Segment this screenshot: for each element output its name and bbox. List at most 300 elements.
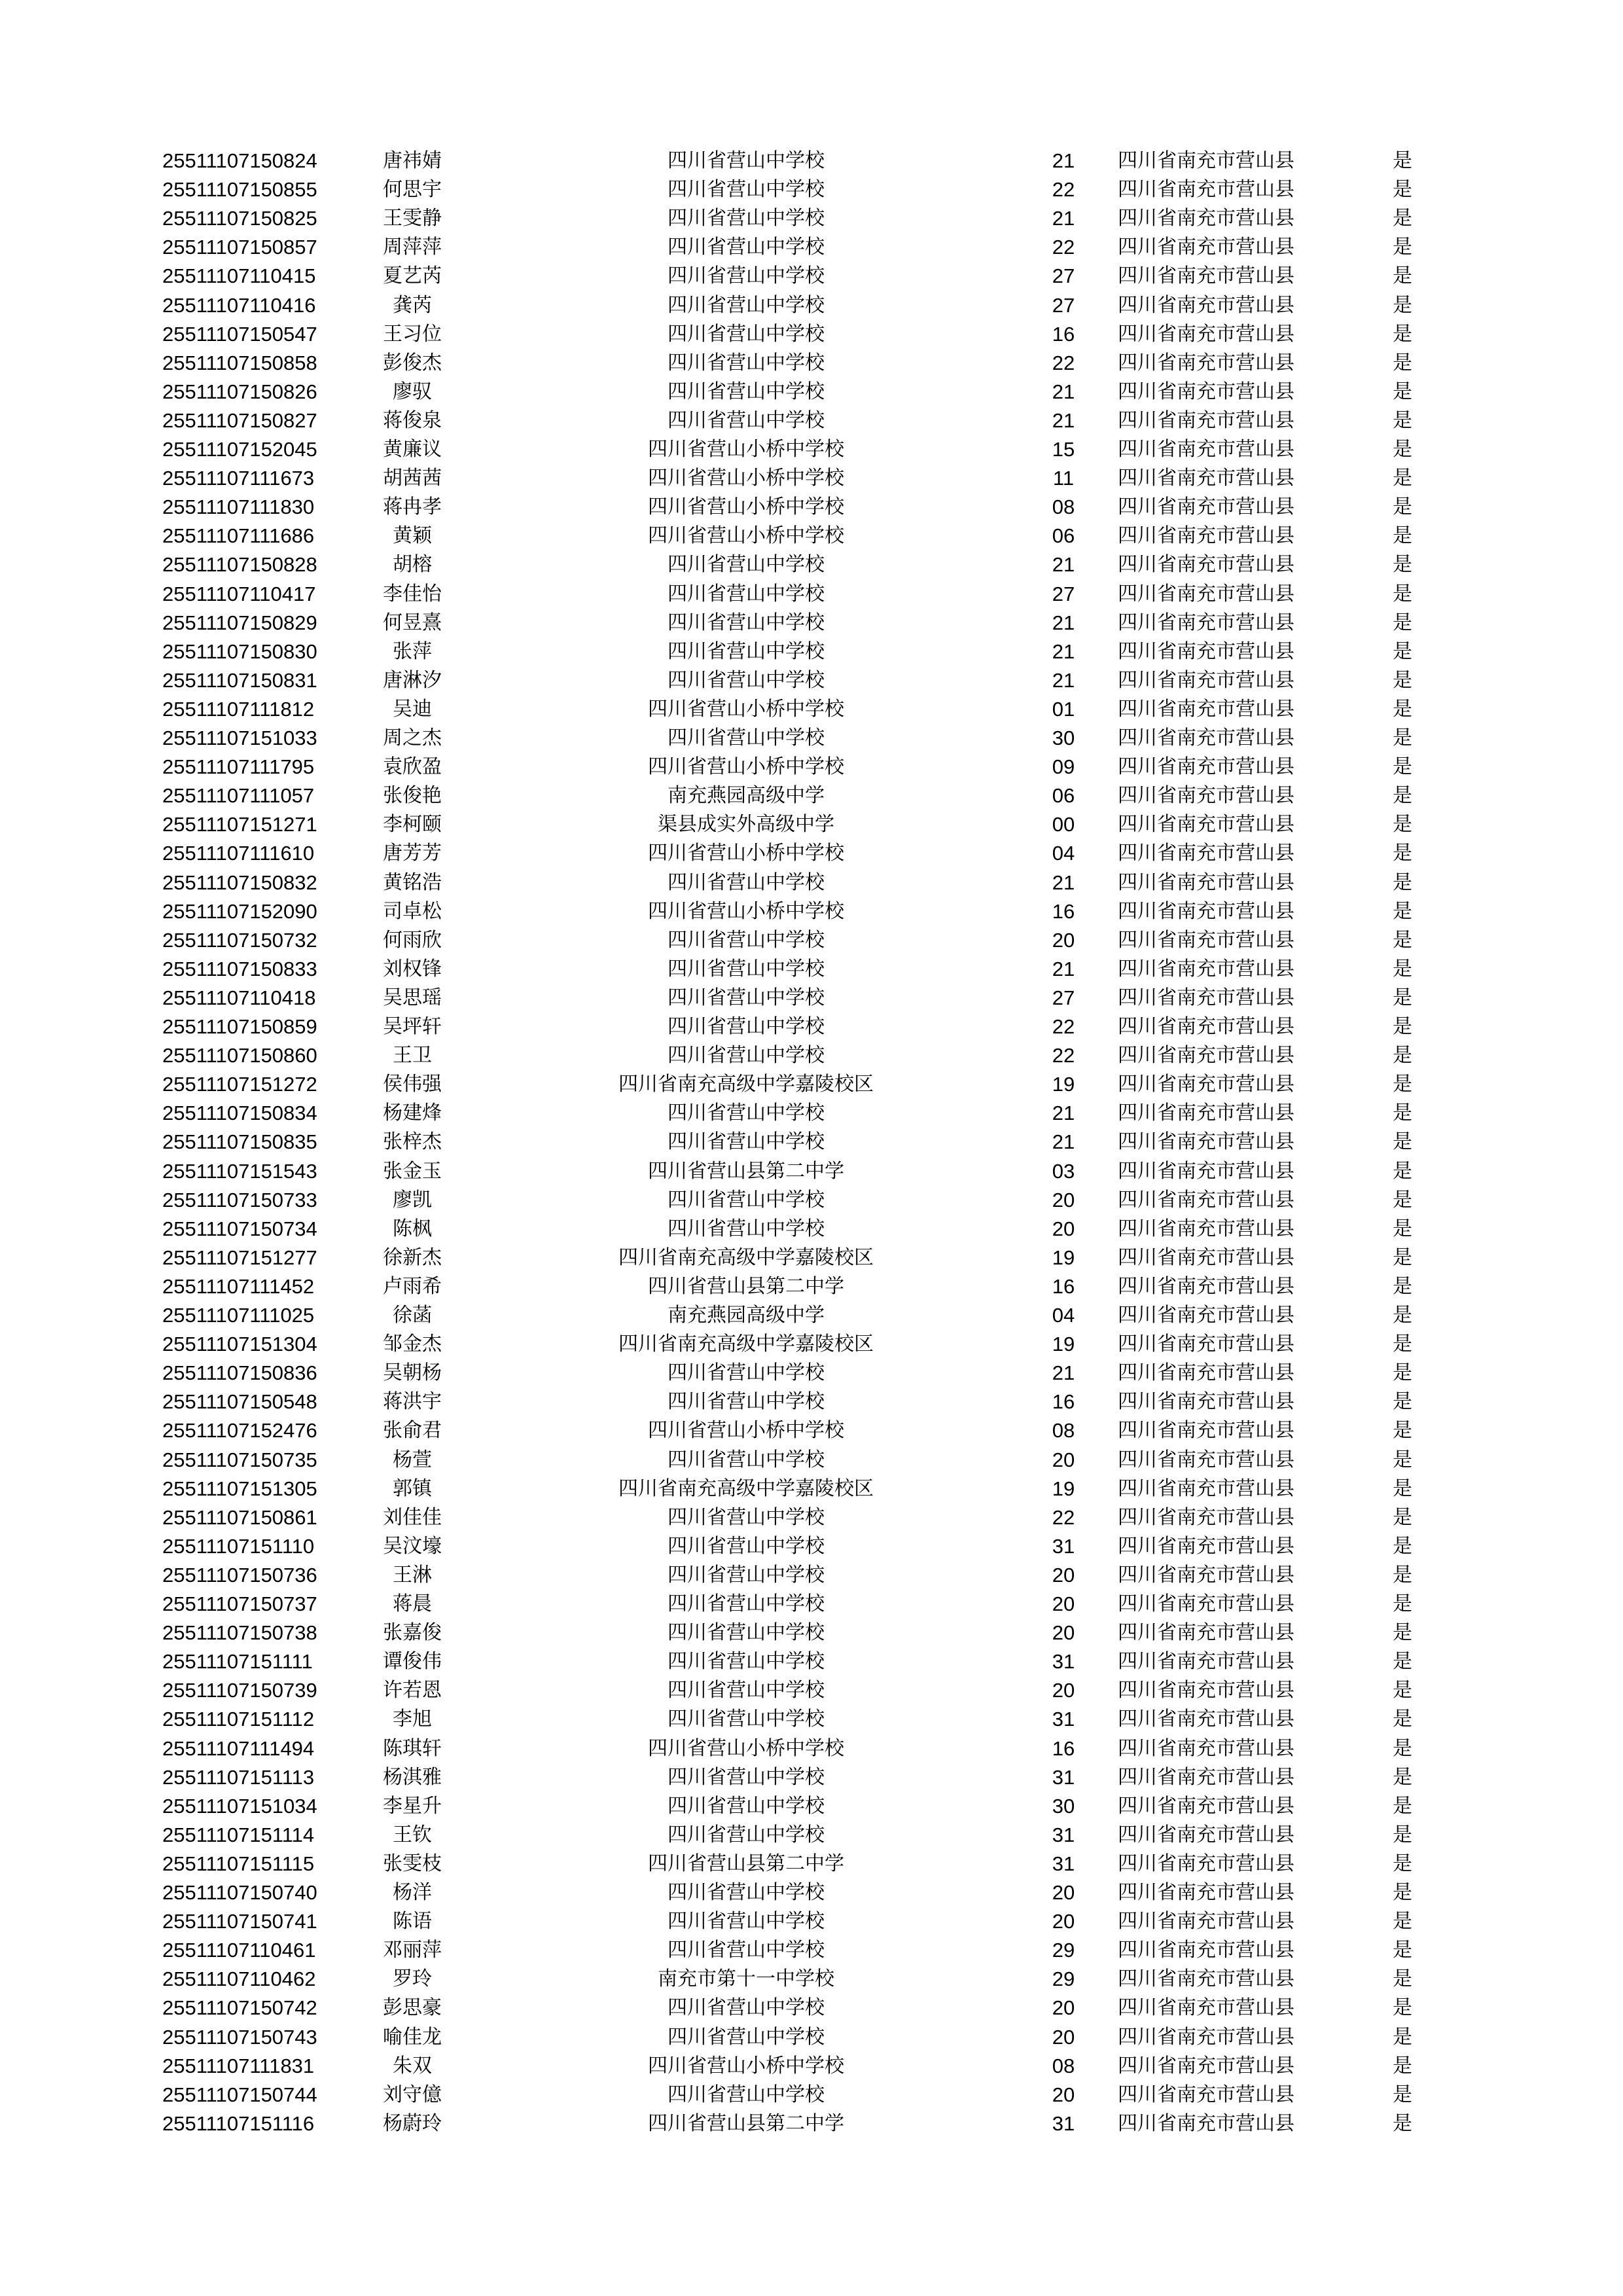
registration-number: 25511107150830	[162, 639, 317, 663]
status-flag: 是	[1393, 1333, 1412, 1356]
school-name: 四川省营山中学校	[668, 408, 825, 432]
code-number: 31	[1052, 1823, 1075, 1846]
region-name: 四川省南充市营山县	[1118, 1996, 1294, 2020]
status-flag: 是	[1393, 1130, 1412, 1154]
code-number: 21	[1052, 611, 1075, 634]
school-name: 四川省营山中学校	[668, 1939, 825, 1962]
status-flag: 是	[1393, 1967, 1412, 1991]
table-row	[0, 637, 1623, 666]
status-flag: 是	[1393, 1996, 1412, 2020]
registration-number: 25511107151114	[162, 1823, 315, 1846]
registration-number: 25511107150860	[162, 1044, 317, 1067]
school-name: 四川省营山县第二中学	[648, 1159, 844, 1183]
school-name: 四川省营山小桥中学校	[648, 697, 844, 721]
school-name: 四川省营山小桥中学校	[648, 524, 844, 548]
status-flag: 是	[1393, 1477, 1412, 1500]
student-name: 李佳怡	[383, 582, 442, 605]
region-name: 四川省南充市营山县	[1118, 784, 1294, 808]
registration-number: 25511107150836	[162, 1361, 317, 1385]
table-row	[0, 1099, 1623, 1128]
student-name: 司卓松	[383, 899, 442, 923]
student-name: 张俊艳	[383, 784, 442, 808]
student-name: 陈语	[393, 1910, 432, 1933]
table-row	[0, 781, 1623, 810]
status-flag: 是	[1393, 582, 1412, 605]
school-name: 四川省营山中学校	[668, 322, 825, 346]
student-name: 夏艺芮	[383, 264, 442, 288]
student-name: 黄颖	[393, 524, 432, 548]
registration-number: 25511107150548	[162, 1390, 317, 1414]
region-name: 四川省南充市营山县	[1118, 582, 1294, 605]
school-name: 四川省营山中学校	[668, 1996, 825, 2020]
student-name: 李旭	[393, 1708, 432, 1731]
registration-number: 25511107150736	[162, 1563, 317, 1587]
registration-number: 25511107110418	[162, 986, 316, 1009]
school-name: 四川省营山中学校	[668, 236, 825, 259]
status-flag: 是	[1393, 1361, 1412, 1385]
status-flag: 是	[1393, 1939, 1412, 1962]
student-name: 卢雨希	[383, 1274, 442, 1298]
table-row	[0, 378, 1623, 406]
registration-number: 25511107151034	[162, 1794, 317, 1818]
table-row	[0, 1705, 1623, 1734]
registration-number: 25511107150824	[162, 149, 317, 172]
code-number: 22	[1052, 1015, 1075, 1038]
table-row	[0, 1272, 1623, 1301]
registration-number: 25511107150740	[162, 1881, 317, 1904]
code-number: 21	[1052, 870, 1075, 894]
code-number: 31	[1052, 2111, 1075, 2135]
student-name: 侯伟强	[383, 1073, 442, 1096]
registration-number: 25511107150826	[162, 380, 317, 403]
registration-number: 25511107150738	[162, 1621, 317, 1645]
region-name: 四川省南充市营山县	[1118, 380, 1294, 403]
region-name: 四川省南充市营山县	[1118, 1015, 1294, 1038]
code-number: 21	[1052, 639, 1075, 663]
student-name: 陈琪轩	[383, 1736, 442, 1760]
code-number: 16	[1052, 1736, 1075, 1760]
table-row	[0, 1128, 1623, 1157]
status-flag: 是	[1393, 957, 1412, 980]
table-row	[0, 550, 1623, 579]
region-name: 四川省南充市营山县	[1118, 928, 1294, 952]
student-name: 唐淋汐	[383, 668, 442, 692]
status-flag: 是	[1393, 2111, 1412, 2135]
registration-number: 25511107111795	[162, 755, 315, 779]
table-row	[0, 955, 1623, 984]
code-number: 20	[1052, 2025, 1075, 2049]
school-name: 四川省营山中学校	[668, 207, 825, 230]
code-number: 01	[1052, 697, 1075, 721]
status-flag: 是	[1393, 1217, 1412, 1240]
code-number: 20	[1052, 2083, 1075, 2106]
table-row	[0, 320, 1623, 349]
registration-number: 25511107150737	[162, 1592, 317, 1615]
school-name: 四川省营山中学校	[668, 1102, 825, 1125]
status-flag: 是	[1393, 438, 1412, 461]
status-flag: 是	[1393, 293, 1412, 317]
status-flag: 是	[1393, 351, 1412, 374]
table-row	[0, 695, 1623, 724]
registration-number: 25511107150742	[162, 1996, 317, 2020]
registration-number: 25511107150744	[162, 2083, 317, 2106]
school-name: 四川省营山中学校	[668, 1708, 825, 1731]
school-name: 四川省营山小桥中学校	[648, 495, 844, 519]
status-flag: 是	[1393, 553, 1412, 577]
table-row	[0, 262, 1623, 291]
region-name: 四川省南充市营山县	[1118, 236, 1294, 259]
school-name: 四川省营山中学校	[668, 2083, 825, 2106]
table-row	[0, 1907, 1623, 1936]
code-number: 21	[1052, 1361, 1075, 1385]
registration-number: 25511107110417	[162, 582, 316, 605]
status-flag: 是	[1393, 2083, 1412, 2106]
status-flag: 是	[1393, 668, 1412, 692]
status-flag: 是	[1393, 1390, 1412, 1414]
region-name: 四川省南充市营山县	[1118, 1910, 1294, 1933]
status-flag: 是	[1393, 207, 1412, 230]
code-number: 31	[1052, 1852, 1075, 1875]
region-name: 四川省南充市营山县	[1118, 1073, 1294, 1096]
region-name: 四川省南充市营山县	[1118, 726, 1294, 749]
code-number: 21	[1052, 1102, 1075, 1125]
table-row	[0, 2023, 1623, 2052]
school-name: 四川省营山中学校	[668, 1044, 825, 1067]
status-flag: 是	[1393, 1419, 1412, 1443]
status-flag: 是	[1393, 1188, 1412, 1211]
region-name: 四川省南充市营山县	[1118, 986, 1294, 1009]
registration-number: 25511107150827	[162, 408, 317, 432]
region-name: 四川省南充市营山县	[1118, 1361, 1294, 1385]
table-row	[0, 493, 1623, 522]
code-number: 16	[1052, 1390, 1075, 1414]
code-number: 21	[1052, 668, 1075, 692]
student-name: 陈枫	[393, 1217, 432, 1240]
table-row	[0, 926, 1623, 955]
table-row	[0, 349, 1623, 378]
code-number: 21	[1052, 408, 1075, 432]
table-row	[0, 175, 1623, 204]
status-flag: 是	[1393, 1910, 1412, 1933]
status-flag: 是	[1393, 1563, 1412, 1587]
code-number: 21	[1052, 1130, 1075, 1154]
table-row	[0, 580, 1623, 609]
registration-number: 25511107150858	[162, 351, 317, 374]
code-number: 15	[1052, 438, 1075, 461]
student-name: 王雯静	[383, 207, 442, 230]
status-flag: 是	[1393, 697, 1412, 721]
status-flag: 是	[1393, 467, 1412, 490]
student-name: 龚芮	[393, 293, 432, 317]
registration-number: 25511107151112	[162, 1708, 315, 1731]
student-name: 张俞君	[383, 1419, 442, 1443]
code-number: 31	[1052, 1765, 1075, 1789]
table-row	[0, 1965, 1623, 1994]
school-name: 四川省营山中学校	[668, 1390, 825, 1414]
registration-number: 25511107150859	[162, 1015, 317, 1038]
region-name: 四川省南充市营山县	[1118, 1823, 1294, 1846]
school-name: 四川省营山中学校	[668, 178, 825, 202]
code-number: 16	[1052, 1274, 1075, 1298]
status-flag: 是	[1393, 755, 1412, 779]
school-name: 南充燕园高级中学	[668, 784, 825, 808]
table-row	[0, 1936, 1623, 1965]
registration-number: 25511107111610	[162, 842, 315, 865]
school-name: 四川省营山中学校	[668, 1217, 825, 1240]
school-name: 四川省营山中学校	[668, 1650, 825, 1674]
school-name: 四川省营山中学校	[668, 928, 825, 952]
table-row	[0, 1734, 1623, 1763]
table-row	[0, 1041, 1623, 1070]
region-name: 四川省南充市营山县	[1118, 1852, 1294, 1875]
region-name: 四川省南充市营山县	[1118, 408, 1294, 432]
student-name: 罗玲	[393, 1967, 432, 1991]
region-name: 四川省南充市营山县	[1118, 639, 1294, 663]
registration-number: 25511107111686	[162, 524, 315, 548]
school-name: 四川省营山中学校	[668, 264, 825, 288]
status-flag: 是	[1393, 2054, 1412, 2077]
code-number: 20	[1052, 1621, 1075, 1645]
region-name: 四川省南充市营山县	[1118, 1794, 1294, 1818]
code-number: 21	[1052, 380, 1075, 403]
student-name: 吴汶壕	[383, 1534, 442, 1558]
region-name: 四川省南充市营山县	[1118, 1044, 1294, 1067]
status-flag: 是	[1393, 1448, 1412, 1471]
table-row	[0, 1503, 1623, 1532]
student-name: 李柯颐	[383, 813, 442, 836]
school-name: 四川省营山中学校	[668, 553, 825, 577]
status-flag: 是	[1393, 322, 1412, 346]
status-flag: 是	[1393, 784, 1412, 808]
region-name: 四川省南充市营山县	[1118, 611, 1294, 634]
registration-number: 25511107150857	[162, 236, 317, 259]
status-flag: 是	[1393, 264, 1412, 288]
table-row	[0, 435, 1623, 464]
status-flag: 是	[1393, 726, 1412, 749]
table-row	[0, 984, 1623, 1013]
school-name: 四川省营山中学校	[668, 1592, 825, 1615]
code-number: 19	[1052, 1477, 1075, 1500]
region-name: 四川省南充市营山县	[1118, 1650, 1294, 1674]
region-name: 四川省南充市营山县	[1118, 1765, 1294, 1789]
school-name: 四川省营山中学校	[668, 1015, 825, 1038]
student-name: 周之杰	[383, 726, 442, 749]
region-name: 四川省南充市营山县	[1118, 1592, 1294, 1615]
registration-number: 25511107111452	[162, 1274, 315, 1298]
school-name: 四川省营山县第二中学	[648, 1852, 844, 1875]
region-name: 四川省南充市营山县	[1118, 2054, 1294, 2077]
registration-number: 25511107110462	[162, 1967, 316, 1991]
school-name: 四川省南充高级中学嘉陵校区	[618, 1333, 874, 1356]
status-flag: 是	[1393, 1794, 1412, 1818]
school-name: 四川省营山中学校	[668, 1881, 825, 1904]
region-name: 四川省南充市营山县	[1118, 1534, 1294, 1558]
region-name: 四川省南充市营山县	[1118, 1188, 1294, 1211]
school-name: 四川省营山中学校	[668, 870, 825, 894]
school-name: 四川省营山中学校	[668, 1823, 825, 1846]
student-name: 吴朝杨	[383, 1361, 442, 1385]
code-number: 20	[1052, 1448, 1075, 1471]
student-name: 张嘉俊	[383, 1621, 442, 1645]
table-row	[0, 1416, 1623, 1445]
region-name: 四川省南充市营山县	[1118, 899, 1294, 923]
school-name: 南充市第十一中学校	[658, 1967, 834, 1991]
status-flag: 是	[1393, 899, 1412, 923]
student-name: 王卫	[393, 1044, 432, 1067]
region-name: 四川省南充市营山县	[1118, 1679, 1294, 1702]
school-name: 四川省营山中学校	[668, 957, 825, 980]
registration-number: 25511107111831	[162, 2054, 315, 2077]
school-name: 四川省营山中学校	[668, 149, 825, 172]
region-name: 四川省南充市营山县	[1118, 1390, 1294, 1414]
region-name: 四川省南充市营山县	[1118, 1448, 1294, 1471]
status-flag: 是	[1393, 1679, 1412, 1702]
registration-number: 25511107150835	[162, 1130, 317, 1154]
table-row	[0, 1359, 1623, 1388]
code-number: 20	[1052, 1996, 1075, 2020]
region-name: 四川省南充市营山县	[1118, 264, 1294, 288]
code-number: 20	[1052, 1592, 1075, 1615]
status-flag: 是	[1393, 178, 1412, 202]
student-name: 许若恩	[383, 1679, 442, 1702]
code-number: 31	[1052, 1534, 1075, 1558]
registration-number: 25511107150734	[162, 1217, 317, 1240]
registration-number: 25511107151115	[162, 1852, 315, 1875]
status-flag: 是	[1393, 1159, 1412, 1183]
code-number: 27	[1052, 264, 1075, 288]
region-name: 四川省南充市营山县	[1118, 467, 1294, 490]
table-row	[0, 1590, 1623, 1619]
region-name: 四川省南充市营山县	[1118, 1967, 1294, 1991]
region-name: 四川省南充市营山县	[1118, 1736, 1294, 1760]
region-name: 四川省南充市营山县	[1118, 2025, 1294, 2049]
table-row	[0, 291, 1623, 320]
registration-number: 25511107111830	[162, 495, 315, 519]
registration-number: 25511107150834	[162, 1102, 317, 1125]
table-row	[0, 1561, 1623, 1590]
table-row	[0, 1330, 1623, 1359]
school-name: 四川省营山中学校	[668, 1188, 825, 1211]
school-name: 四川省营山中学校	[668, 1130, 825, 1154]
registration-number: 25511107150741	[162, 1910, 317, 1933]
student-name: 张萍	[393, 639, 432, 663]
student-name: 徐菡	[393, 1304, 432, 1327]
student-name: 徐新杰	[383, 1246, 442, 1269]
student-name: 邓丽萍	[383, 1939, 442, 1962]
status-flag: 是	[1393, 1650, 1412, 1674]
code-number: 20	[1052, 1188, 1075, 1211]
table-row	[0, 666, 1623, 695]
registration-number: 25511107151110	[162, 1534, 315, 1558]
registration-number: 25511107151116	[162, 2111, 315, 2135]
region-name: 四川省南充市营山县	[1118, 1274, 1294, 1298]
status-flag: 是	[1393, 870, 1412, 894]
code-number: 09	[1052, 755, 1075, 779]
region-name: 四川省南充市营山县	[1118, 1130, 1294, 1154]
region-name: 四川省南充市营山县	[1118, 207, 1294, 230]
student-name: 张金玉	[383, 1159, 442, 1183]
table-row	[0, 147, 1623, 175]
registration-number: 25511107150739	[162, 1679, 317, 1702]
region-name: 四川省南充市营山县	[1118, 1217, 1294, 1240]
student-name: 袁欣盈	[383, 755, 442, 779]
status-flag: 是	[1393, 1736, 1412, 1760]
school-name: 四川省营山小桥中学校	[648, 2054, 844, 2077]
registration-number: 25511107150855	[162, 178, 317, 202]
school-name: 四川省营山县第二中学	[648, 1274, 844, 1298]
school-name: 四川省营山小桥中学校	[648, 467, 844, 490]
table-row	[0, 1446, 1623, 1475]
table-row	[0, 897, 1623, 926]
table-row	[0, 869, 1623, 897]
code-number: 16	[1052, 322, 1075, 346]
status-flag: 是	[1393, 1852, 1412, 1875]
student-name: 郭镇	[393, 1477, 432, 1500]
registration-number: 25511107151277	[162, 1246, 317, 1269]
school-name: 四川省营山中学校	[668, 1563, 825, 1587]
code-number: 20	[1052, 1910, 1075, 1933]
code-number: 22	[1052, 1044, 1075, 1067]
status-flag: 是	[1393, 928, 1412, 952]
code-number: 21	[1052, 553, 1075, 577]
code-number: 03	[1052, 1159, 1075, 1183]
school-name: 四川省营山中学校	[668, 1621, 825, 1645]
school-name: 四川省营山中学校	[668, 726, 825, 749]
code-number: 21	[1052, 207, 1075, 230]
code-number: 20	[1052, 1563, 1075, 1587]
student-name: 王习位	[383, 322, 442, 346]
student-name: 刘佳佳	[383, 1505, 442, 1529]
registration-number: 25511107111494	[162, 1736, 315, 1760]
table-row	[0, 1157, 1623, 1186]
school-name: 四川省营山中学校	[668, 293, 825, 317]
registration-number: 25511107111812	[162, 697, 315, 721]
student-name: 周萍萍	[383, 236, 442, 259]
code-number: 16	[1052, 899, 1075, 923]
school-name: 四川省营山中学校	[668, 986, 825, 1009]
student-name: 刘守億	[383, 2083, 442, 2106]
code-number: 08	[1052, 495, 1075, 519]
status-flag: 是	[1393, 1765, 1412, 1789]
status-flag: 是	[1393, 1621, 1412, 1645]
registration-number: 25511107150833	[162, 957, 317, 980]
status-flag: 是	[1393, 524, 1412, 548]
region-name: 四川省南充市营山县	[1118, 293, 1294, 317]
status-flag: 是	[1393, 408, 1412, 432]
student-name: 唐祎婧	[383, 149, 442, 172]
region-name: 四川省南充市营山县	[1118, 1881, 1294, 1904]
table-row	[0, 1676, 1623, 1705]
status-flag: 是	[1393, 639, 1412, 663]
table-row	[0, 233, 1623, 262]
registration-number: 25511107111057	[162, 784, 315, 808]
region-name: 四川省南充市营山县	[1118, 351, 1294, 374]
registration-number: 25511107150743	[162, 2025, 317, 2049]
student-name: 王淋	[393, 1563, 432, 1587]
registration-number: 25511107111673	[162, 467, 315, 490]
student-name: 邹金杰	[383, 1333, 442, 1356]
code-number: 06	[1052, 784, 1075, 808]
status-flag: 是	[1393, 495, 1412, 519]
status-flag: 是	[1393, 813, 1412, 836]
student-name: 杨洋	[393, 1881, 432, 1904]
table-row	[0, 839, 1623, 868]
registration-number: 25511107111025	[162, 1304, 315, 1327]
region-name: 四川省南充市营山县	[1118, 1246, 1294, 1269]
student-name: 彭思豪	[383, 1996, 442, 2020]
student-name: 杨建烽	[383, 1102, 442, 1125]
school-name: 四川省南充高级中学嘉陵校区	[618, 1246, 874, 1269]
